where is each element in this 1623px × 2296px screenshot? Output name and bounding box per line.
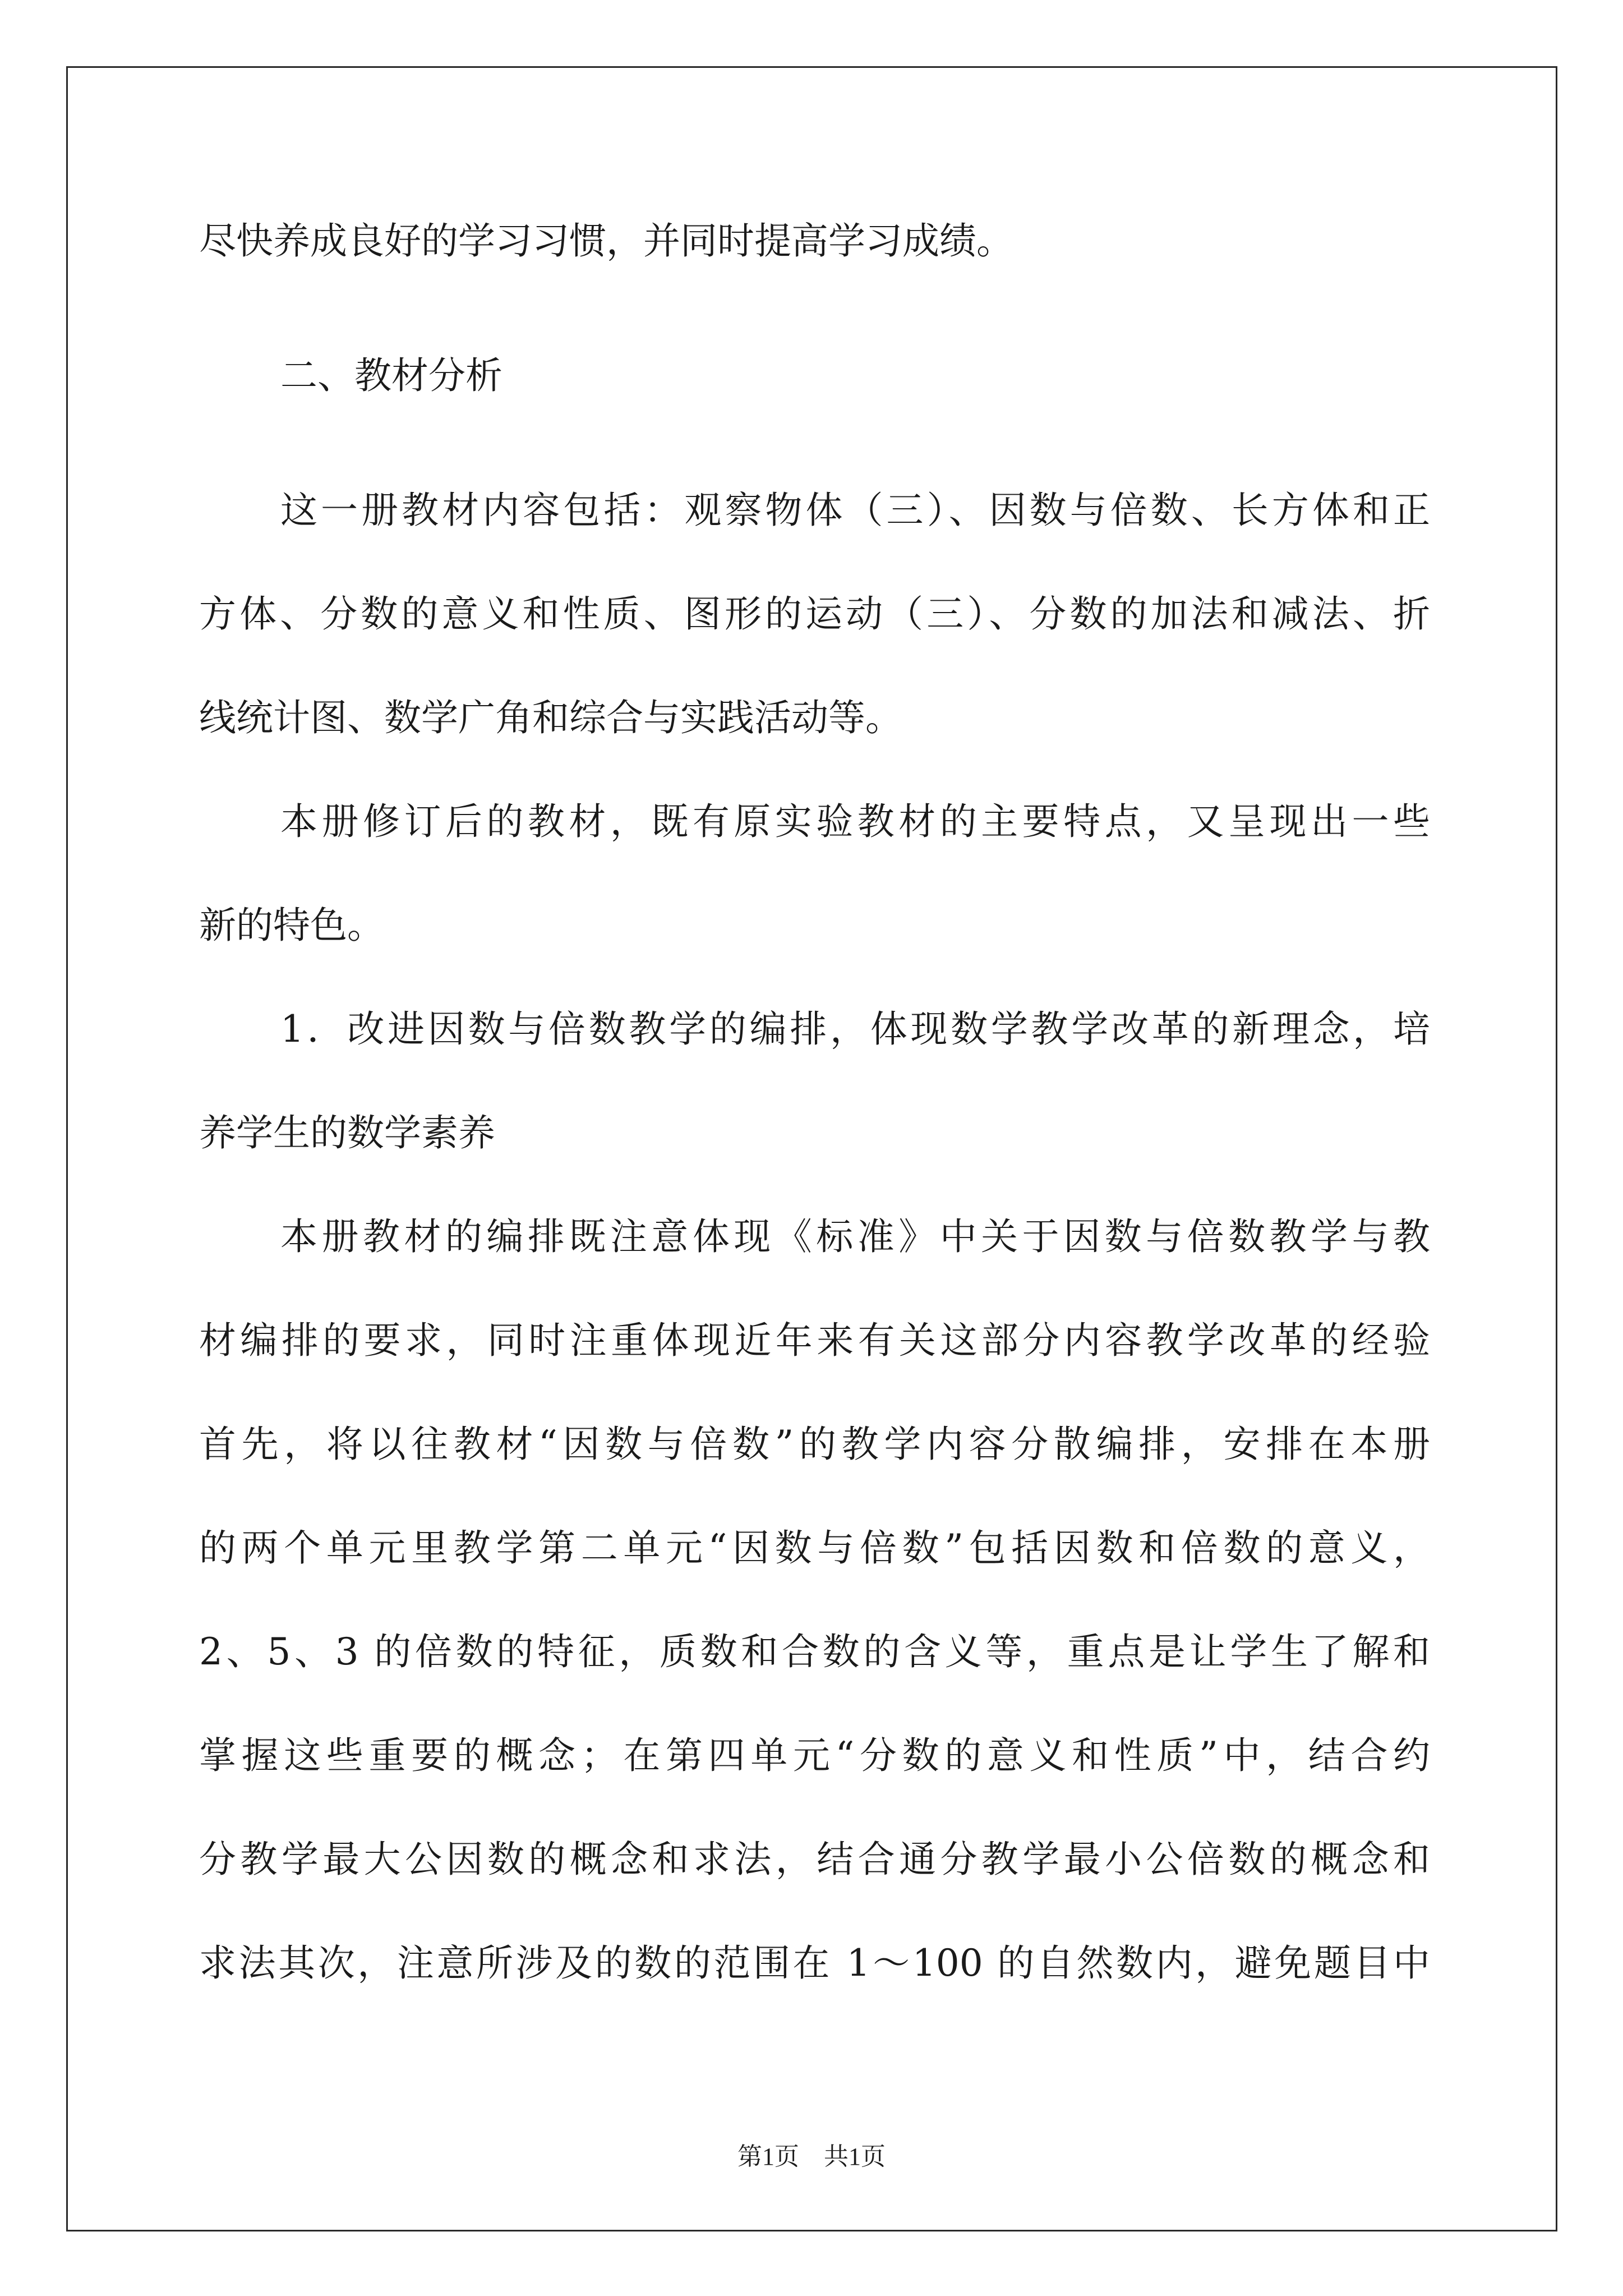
text-line: 本册修订后的教材，既有原实验教材的主要特点，又呈现出一些 <box>280 800 1430 843</box>
text-line: 本册教材的编排既注意体现《标准》中关于因数与倍数教学与教 <box>280 1215 1430 1258</box>
text-line: 新的特色。 <box>199 904 384 947</box>
text-line: 首先，将以往教材“因数与倍数”的教学内容分散编排，安排在本册 <box>199 1423 1430 1466</box>
text-line: 2、5、3 的倍数的特征，质数和合数的含义等，重点是让学生了解和 <box>199 1630 1430 1673</box>
text-line: 方体、分数的意义和性质、图形的运动（三）、分数的加法和减法、折 <box>199 592 1430 636</box>
page-number-footer: 第1页 共1页 <box>737 2143 886 2170</box>
text-line: 养学生的数学素养 <box>199 1111 495 1154</box>
text-line: 尽快养成良好的学习习惯，并同时提高学习成绩。 <box>199 219 1013 263</box>
text-line: 材编排的要求，同时注重体现近年来有关这部分内容教学改革的经验 <box>199 1319 1430 1362</box>
section-heading: 二、教材分析 <box>280 354 502 397</box>
text-line: 线统计图、数学广角和综合与实践活动等。 <box>199 696 902 739</box>
text-line: 1．改进因数与倍数教学的编排，体现数学教学改革的新理念，培 <box>280 1007 1430 1051</box>
text-line: 的两个单元里教学第二单元“因数与倍数”包括因数和倍数的意义， <box>199 1526 1430 1570</box>
text-line: 分教学最大公因数的概念和求法，结合通分教学最小公倍数的概念和 <box>199 1838 1430 1881</box>
text-line: 这一册教材内容包括：观察物体（三）、因数与倍数、长方体和正 <box>280 489 1430 532</box>
text-line: 掌握这些重要的概念；在第四单元“分数的意义和性质”中，结合约 <box>199 1734 1430 1777</box>
text-line: 求法其次，注意所涉及的数的范围在 1～100 的自然数内，避免题目中 <box>199 1941 1430 1985</box>
